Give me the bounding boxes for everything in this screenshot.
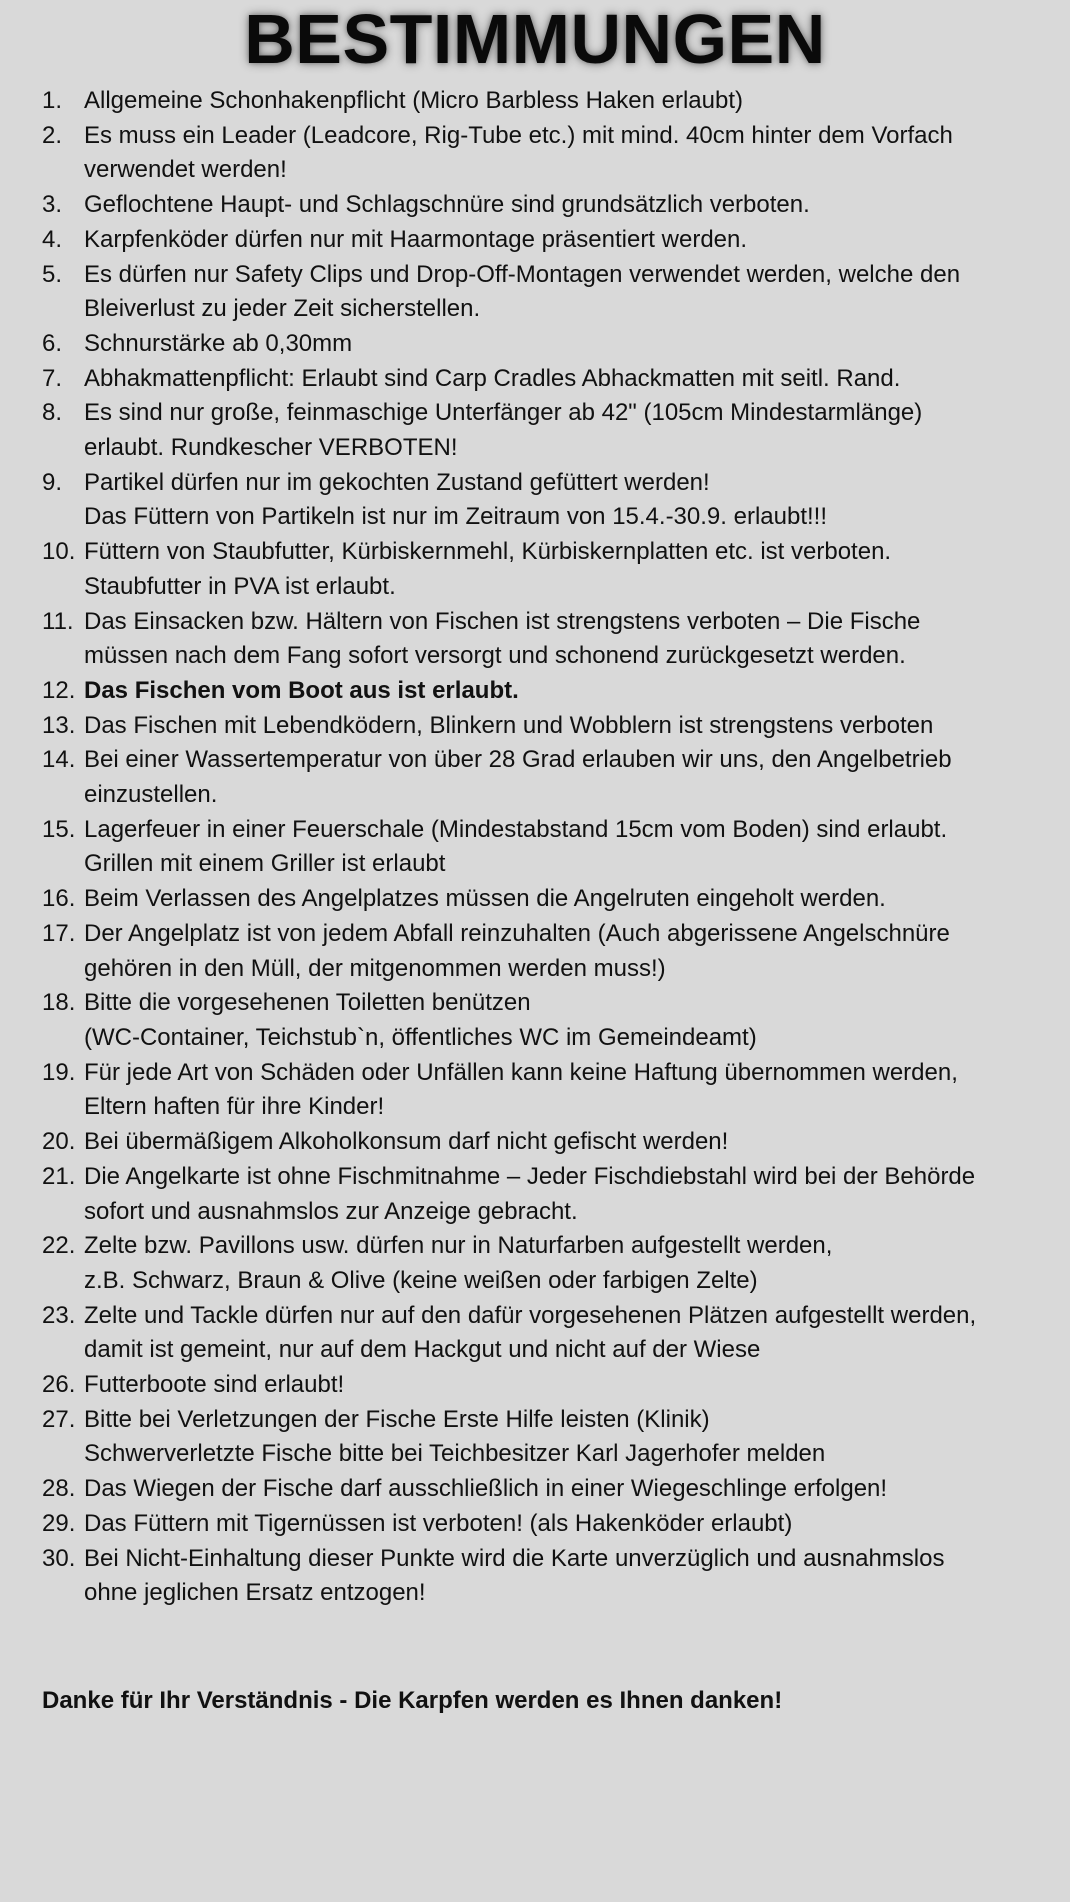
rule-number: 26. <box>42 1371 76 1399</box>
rule-text-line: Abhakmattenpflicht: Erlaubt sind Carp Cradles Abhackmatten mit seitl. Rand. <box>84 364 901 392</box>
rule-text-line: damit ist gemeint, nur auf dem Hackgut und nicht auf der Wiese <box>84 1336 761 1364</box>
rule-text-line: z.B. Schwarz, Braun & Olive (keine weißen oder farbigen Zelte) <box>84 1266 758 1294</box>
rule-number: 12. <box>42 676 76 704</box>
rule-number: 5. <box>42 260 63 288</box>
rule-item <box>0 1056 1070 1125</box>
rule-item <box>0 674 1070 709</box>
rule-number: 4. <box>42 225 63 253</box>
rule-text-line: Füttern von Staubfutter, Kürbiskernmehl, Kürbiskernplatten etc. ist verboten. <box>84 538 892 566</box>
rule-text-line: Das Einsacken bzw. Hältern von Fischen ist strengstens verboten – Die Fische <box>84 607 921 635</box>
rule-item <box>0 743 1070 812</box>
rule-text-line: Beim Verlassen des Angelplatzes müssen die Angelruten eingeholt werden. <box>84 885 886 913</box>
rule-number: 19. <box>42 1058 76 1086</box>
rule-text-line: gehören in den Müll, der mitgenommen werden muss!) <box>84 954 666 982</box>
rule-text-line: Grillen mit einem Griller ist erlaubt <box>84 850 446 878</box>
rule-number: 7. <box>42 364 63 392</box>
rule-text-line: Das Fischen vom Boot aus ist erlaubt. <box>84 676 519 704</box>
rule-text-line: Geflochtene Haupt- und Schlagschnüre sind grundsätzlich verboten. <box>84 191 810 219</box>
rule-text-line: Das Füttern mit Tigernüssen ist verboten! (als Hakenköder erlaubt) <box>84 1509 793 1537</box>
rule-item <box>0 362 1070 397</box>
rule-text-line: Bei einer Wassertemperatur von über 28 Grad erlauben wir uns, den Angelbetrieb <box>84 746 952 774</box>
rule-item <box>0 1229 1070 1298</box>
rule-text-line: sofort und ausnahmslos zur Anzeige gebracht. <box>84 1197 578 1225</box>
rule-text-line: Schwerverletzte Fische bitte bei Teichbesitzer Karl Jagerhofer melden <box>84 1440 826 1468</box>
rule-number: 8. <box>42 399 63 427</box>
rule-item <box>0 882 1070 917</box>
rule-text-line: Es sind nur große, feinmaschige Unterfänger ab 42" (105cm Mindestarmlänge) <box>84 399 923 427</box>
rule-number: 14. <box>42 746 76 774</box>
rule-item <box>0 709 1070 744</box>
rule-text-line: Bitte bei Verletzungen der Fische Erste Hilfe leisten (Klinik) <box>84 1405 710 1433</box>
rule-number: 18. <box>42 989 76 1017</box>
rule-text-line: erlaubt. Rundkescher VERBOTEN! <box>84 434 458 462</box>
rule-number: 20. <box>42 1128 76 1156</box>
rule-number: 10. <box>42 538 76 566</box>
rule-item <box>0 84 1070 119</box>
rule-number: 3. <box>42 191 63 219</box>
rule-text-line: Es muss ein Leader (Leadcore, Rig-Tube etc.) mit mind. 40cm hinter dem Vorfach <box>84 121 953 149</box>
rule-text-line: Bleiverlust zu jeder Zeit sicherstellen. <box>84 295 481 323</box>
rule-item <box>0 119 1070 188</box>
rule-text-line: Zelte und Tackle dürfen nur auf den dafür vorgesehenen Plätzen aufgestellt werden, <box>84 1301 977 1329</box>
rule-number: 23. <box>42 1301 76 1329</box>
rule-number: 17. <box>42 919 76 947</box>
rule-item <box>0 1160 1070 1229</box>
rule-text-line: Für jede Art von Schäden oder Unfällen kann keine Haftung übernommen werden, <box>84 1058 958 1086</box>
rule-item <box>0 258 1070 327</box>
rule-text-line: Staubfutter in PVA ist erlaubt. <box>84 572 396 600</box>
rule-item <box>0 327 1070 362</box>
rule-item <box>0 1542 1070 1611</box>
rule-text-line: (WC-Container, Teichstub`n, öffentliches WC im Gemeindeamt) <box>84 1023 757 1051</box>
rule-item <box>0 1403 1070 1472</box>
rule-number: 9. <box>42 468 63 496</box>
rule-number: 13. <box>42 711 76 739</box>
rule-number: 22. <box>42 1232 76 1260</box>
rule-number: 30. <box>42 1544 76 1572</box>
page-title: BESTIMMUNGEN <box>244 0 826 78</box>
rule-item <box>0 535 1070 604</box>
rule-text-line: Karpfenköder dürfen nur mit Haarmontage präsentiert werden. <box>84 225 748 253</box>
rule-text-line: Das Fischen mit Lebendködern, Blinkern und Wobblern ist strengstens verboten <box>84 711 934 739</box>
rule-number: 15. <box>42 815 76 843</box>
rule-item <box>0 986 1070 1055</box>
footer-thanks: Danke für Ihr Verständnis - Die Karpfen werden es Ihnen danken! <box>42 1687 783 1714</box>
rule-number: 29. <box>42 1509 76 1537</box>
rule-text-line: Allgemeine Schonhakenpflicht (Micro Barbless Haken erlaubt) <box>84 87 743 114</box>
rule-text-line: müssen nach dem Fang sofort versorgt und schonend zurückgesetzt werden. <box>84 642 906 670</box>
rule-text-line: verwendet werden! <box>84 156 287 184</box>
rule-text-line: Schnurstärke ab 0,30mm <box>84 329 353 357</box>
rule-text-line: Der Angelplatz ist von jedem Abfall reinzuhalten (Auch abgerissene Angelschnüre <box>84 919 950 947</box>
rule-text-line: Das Wiegen der Fische darf ausschließlich in einer Wiegeschlinge erfolgen! <box>84 1475 888 1503</box>
rule-number: 28. <box>42 1475 76 1503</box>
rule-text-line: einzustellen. <box>84 781 218 809</box>
rule-number: 27. <box>42 1405 76 1433</box>
rule-number: 6. <box>42 329 63 357</box>
rule-text-line: Eltern haften für ihre Kinder! <box>84 1093 385 1121</box>
rule-number: 11. <box>42 607 74 635</box>
rule-number: 1. <box>42 87 63 114</box>
rule-text-line: Bitte die vorgesehenen Toiletten benützen <box>84 989 531 1017</box>
rule-text-line: Partikel dürfen nur im gekochten Zustand gefüttert werden! <box>84 468 710 496</box>
rule-item <box>0 466 1070 535</box>
rule-item <box>0 917 1070 986</box>
rule-text-line: ohne jeglichen Ersatz entzogen! <box>84 1579 426 1607</box>
rule-number: 2. <box>42 121 63 149</box>
rule-item <box>0 223 1070 258</box>
rule-item <box>0 188 1070 223</box>
rule-text-line: Bei übermäßigem Alkoholkonsum darf nicht gefischt werden! <box>84 1128 729 1156</box>
rule-item <box>0 1125 1070 1160</box>
rule-text-line: Bei Nicht-Einhaltung dieser Punkte wird die Karte unverzüglich und ausnahmslos <box>84 1544 945 1572</box>
rule-number: 21. <box>42 1162 76 1190</box>
rules-list <box>0 84 1070 1611</box>
rule-text-line: Zelte bzw. Pavillons usw. dürfen nur in Naturfarben aufgestellt werden, <box>84 1232 833 1260</box>
rule-item <box>0 605 1070 674</box>
rule-item <box>0 1507 1070 1542</box>
rule-text-line: Die Angelkarte ist ohne Fischmitnahme – Jeder Fischdiebstahl wird bei der Behörde <box>84 1162 976 1190</box>
rule-text-line: Es dürfen nur Safety Clips und Drop-Off-Montagen verwendet werden, welche den <box>84 260 961 288</box>
rule-item <box>0 813 1070 882</box>
rule-number: 16. <box>42 885 76 913</box>
rule-text-line: Futterboote sind erlaubt! <box>84 1371 345 1399</box>
rule-item <box>0 1368 1070 1403</box>
rule-item <box>0 1299 1070 1368</box>
rule-item <box>0 1472 1070 1507</box>
rule-text-line: Lagerfeuer in einer Feuerschale (Mindestabstand 15cm vom Boden) sind erlaubt. <box>84 815 948 843</box>
rule-item <box>0 396 1070 465</box>
rule-text-line: Das Füttern von Partikeln ist nur im Zeitraum von 15.4.-30.9. erlaubt!!! <box>84 503 827 531</box>
